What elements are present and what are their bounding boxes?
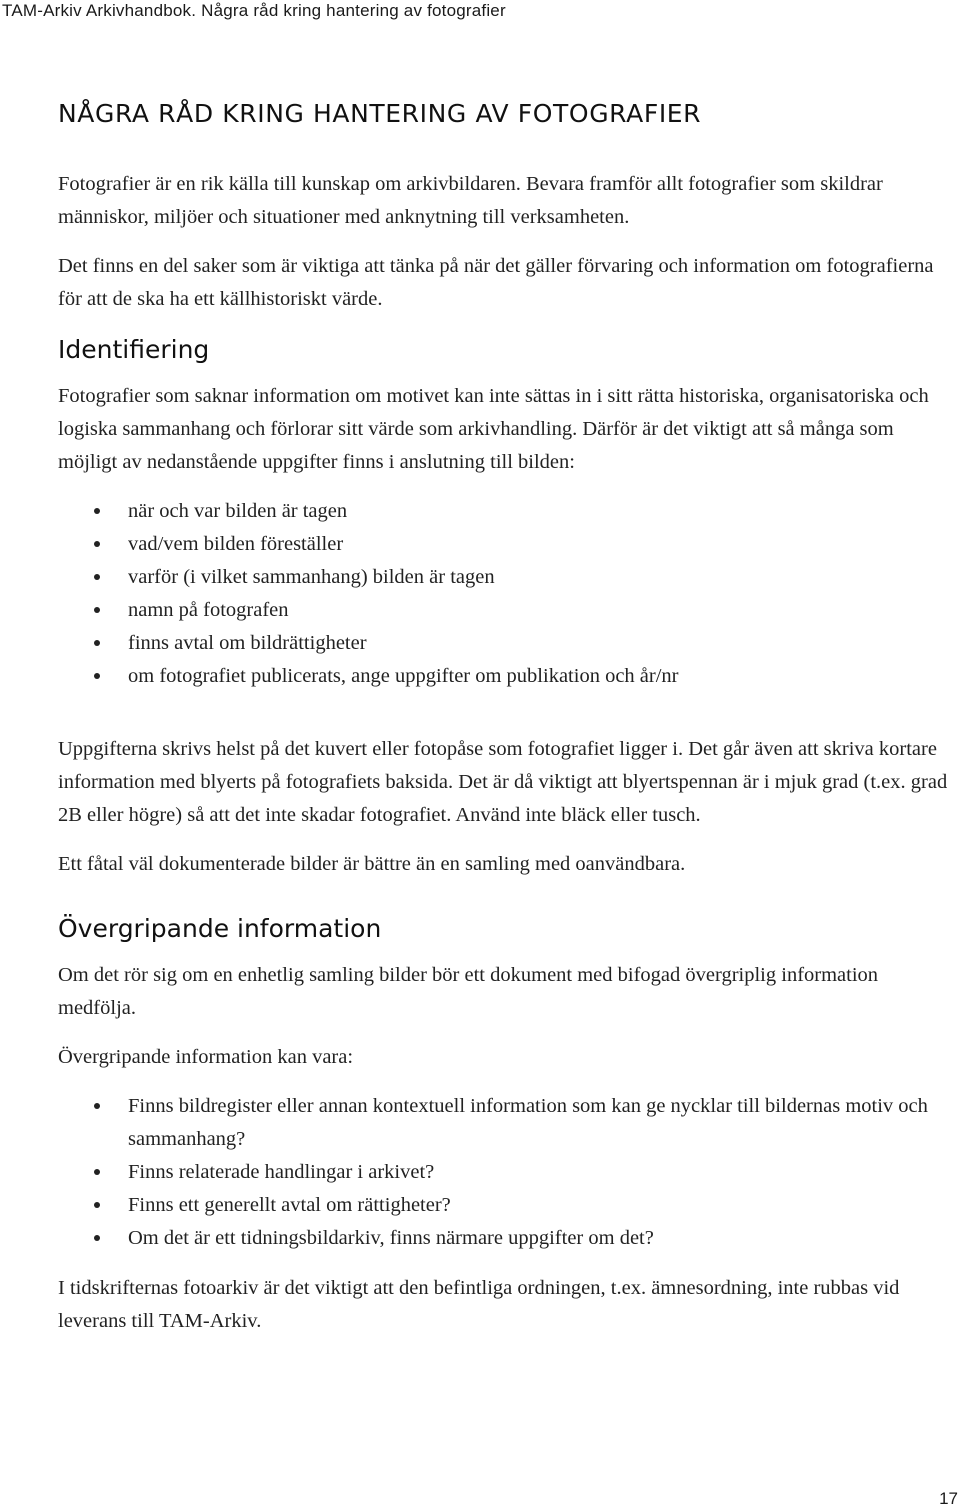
list-item [58,627,958,660]
list-item [58,1189,958,1222]
list-item-text: Om det är ett tidningsbildarkiv, finns närmare uppgifter om det? [128,1227,654,1249]
identifiering-after-1: Uppgifterna skrivs helst på det kuvert eller fotopåse som fotografiet ligger i. Det går även att skriva kortare information med blyerts på fotografiets baksida. Det är då viktigt att blyertspennan är i mjuk grad (t.ex. grad 2B eller högre) så att det inte skadar fotografiet. Använd inte bläck eller tusch. [58,738,948,826]
list-item-text: finns avtal om bildrättigheter [128,632,367,654]
list-item [58,561,958,594]
bullet-icon [94,508,100,514]
list-item-text: Finns bildregister eller annan kontextuell information som kan ge nycklar till bildernas motiv och sammanhang? [128,1095,928,1150]
running-header: TAM-Arkiv Arkivhandbok. Några råd kring hantering av fotografier [2,1,506,20]
page-content [58,96,958,1354]
list-item-text: om fotografiet publicerats, ange uppgifter om publikation och år/nr [128,665,679,687]
list-item-text: Finns relaterade handlingar i arkivet? [128,1161,435,1183]
list-item-text: namn på fotografen [128,599,289,621]
bullet-icon [94,1169,100,1175]
list-item [58,495,958,528]
list-item [58,528,958,561]
identifiering-after-2: Ett fåtal väl dokumenterade bilder är bättre än en samling med oanvändbara. [58,853,686,875]
list-item [58,1090,958,1156]
page-number: 17 [939,1489,958,1508]
list-item [58,594,958,627]
identifiering-intro: Fotografier som saknar information om motivet kan inte sättas in i sitt rätta historiska, organisatoriska och logiska sammanhang och förlorar sitt värde som arkivhandling. Därför är det viktigt att så många som möjligt av nedanstående uppgifter finns i anslutning till bilden: [58,385,929,473]
list-item-text: varför (i vilket sammanhang) bilden är tagen [128,566,495,588]
bullet-icon [94,1103,100,1109]
bullet-icon [94,607,100,613]
list-item-text: när och var bilden är tagen [128,500,348,522]
bullet-icon [94,1235,100,1241]
overgripande-list [58,1090,958,1255]
list-item [58,1156,958,1189]
section-heading-overgripande: Övergripande information [58,914,382,943]
identifiering-list [58,495,958,693]
overgripande-after: I tidskrifternas fotoarkiv är det viktigt att den befintliga ordningen, t.ex. ämnesordning, inte rubbas vid leverans till TAM-Arkiv. [58,1277,900,1332]
list-item-text: Finns ett generellt avtal om rättigheter? [128,1194,451,1216]
list-item-text: vad/vem bilden föreställer [128,533,344,555]
bullet-icon [94,640,100,646]
list-item [58,1222,958,1255]
list-item [58,660,958,693]
bullet-icon [94,574,100,580]
bullet-icon [94,1202,100,1208]
bullet-icon [94,673,100,679]
overgripande-intro-1: Om det rör sig om en enhetlig samling bilder bör ett dokument med bifogad övergriplig information medfölja. [58,964,879,1019]
overgripande-intro-2: Övergripande information kan vara: [58,1046,354,1068]
intro-paragraph-1: Fotografier är en rik källa till kunskap om arkivbildaren. Bevara framför allt fotografier som skildrar människor, miljöer och situationer med anknytning till verksamheten. [58,173,883,228]
bullet-icon [94,541,100,547]
section-heading-identifiering: Identifiering [58,335,210,364]
page-title: NÅGRA RÅD KRING HANTERING AV FOTOGRAFIER [58,99,702,128]
intro-paragraph-2: Det finns en del saker som är viktiga att tänka på när det gäller förvaring och information om fotografierna för att de ska ha ett källhistoriskt värde. [58,255,934,310]
